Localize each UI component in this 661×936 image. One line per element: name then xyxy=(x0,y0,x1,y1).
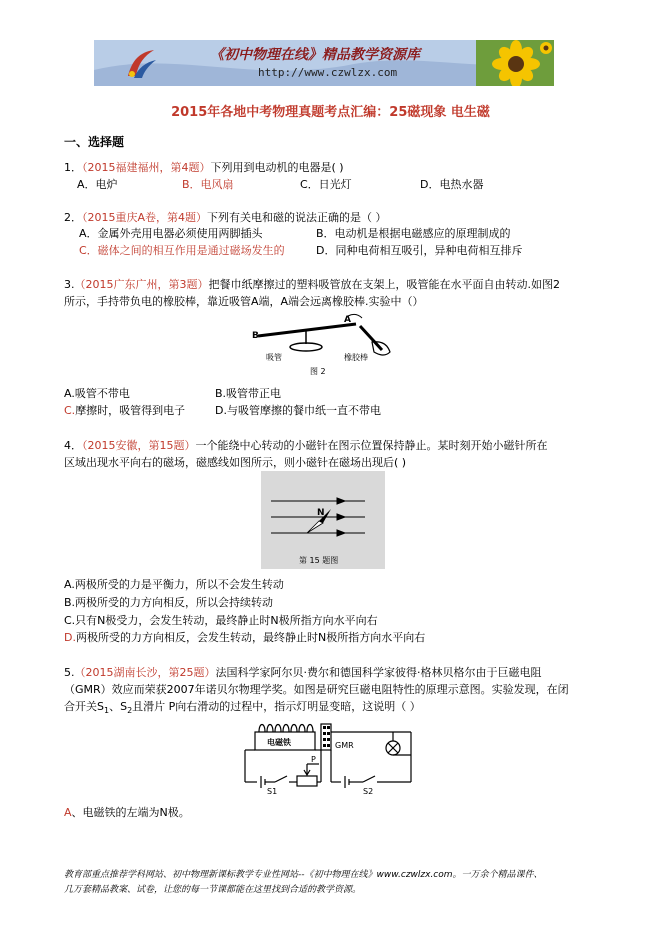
q3-option-c-letter: C. xyxy=(64,404,76,417)
q5-source: （2015湖南长沙，第25题） xyxy=(74,666,216,679)
q4-source: （2015安徽，第15题） xyxy=(82,439,196,452)
q2-option-b: B．电动机是根据电磁感应的原理制成的 xyxy=(316,227,511,240)
q5-option-a-letter: A xyxy=(64,806,72,819)
footer-line-2: 几万套精品教案、试卷，让您的每一节课都能在这里找到合适的教学资源。 xyxy=(64,885,362,895)
q1-text: 下列用到电动机的电器是( ) xyxy=(210,161,344,174)
banner-title: 《初中物理在线》精品教学资源库 xyxy=(210,47,420,63)
q3-text-1: 把餐巾纸摩擦过的塑料吸管放在支架上，吸管能在水平面自由转动.如图2 xyxy=(208,278,560,291)
q5-fig-label-s2: S2 xyxy=(363,787,374,794)
q3-option-a: A.吸管不带电 xyxy=(64,387,130,400)
q5-fig-label-gmr: GMR xyxy=(335,741,354,750)
q3-stem-line2: 所示，手持带负电的橡胶棒，靠近吸管A端，A端会远离橡胶棒.实验中（） xyxy=(64,295,424,308)
q1-option-d: D．电热水器 xyxy=(420,178,484,191)
q3-option-c xyxy=(64,402,185,418)
page-title: 2015年各地中考物理真题考点汇编：25磁现象 电生磁 xyxy=(171,105,490,120)
q5-fig-label-p: P xyxy=(311,755,316,764)
q4-stem-line1 xyxy=(64,437,548,453)
q2-source: （2015重庆A卷，第4题） xyxy=(82,211,208,224)
banner-url: http://www.czwlzx.com xyxy=(258,66,398,79)
q1-stem xyxy=(64,159,344,175)
q4-option-b: B.两极所受的力方向相反，所以会持续转动 xyxy=(64,596,274,609)
q5-text-1: 法国科学家阿尔贝·费尔和德国科学家彼得·格林贝格尔由于巨磁电阻 xyxy=(215,666,542,679)
q4-fig-caption: 第 15 题图 xyxy=(299,556,339,565)
q5-option-a-text: 、电磁铁的左端为N极。 xyxy=(71,806,190,819)
q5-text-3c: 且滑片 P向右滑动的过程中，指示灯明显变暗，这说明（ ） xyxy=(132,700,421,713)
q3-source: （2015广东广州，第3题） xyxy=(74,278,209,291)
q2-option-d: D．同种电荷相互吸引，异种电荷相互排斥 xyxy=(316,244,523,257)
q4-fig-label-n: N xyxy=(317,508,325,518)
q4-option-d-text: 两极所受的力方向相反，会发生转动，最终静止时N极所指方向水平向右 xyxy=(75,631,426,644)
q5-sub-1: 1 xyxy=(103,706,110,716)
q3-number: 3. xyxy=(64,278,75,291)
q1-source: （2015福建福州，第4题） xyxy=(82,161,211,174)
q1-number: 1． xyxy=(64,161,82,174)
q5-sub-2: 2 xyxy=(127,706,133,716)
q1-option-b: B．电风扇 xyxy=(182,178,234,191)
q4-number: 4． xyxy=(64,439,82,452)
q1-option-a: A．电炉 xyxy=(77,178,118,191)
q1-option-c: C．日光灯 xyxy=(300,178,352,191)
page-footer xyxy=(64,868,543,898)
q4-stem-line2: 区域出现水平向右的磁场，磁感线如图所示，则小磁针在磁场出现后( ) xyxy=(64,456,407,469)
q2-text: 下列有关电和磁的说法正确的是（ ） xyxy=(207,211,387,224)
q5-fig-label-s1: S1 xyxy=(267,787,278,794)
q3-fig-label-straw: 吸管 xyxy=(266,353,282,362)
q5-number: 5. xyxy=(64,666,75,679)
q3-fig-label-a: A xyxy=(344,315,351,325)
q4-option-c: C.只有N极受力，会发生转动，最终静止时N极所指方向水平向右 xyxy=(64,614,378,627)
q3-option-c-text: 摩擦时，吸管得到电子 xyxy=(75,404,186,417)
q3-option-d: D.与吸管摩擦的餐巾纸一直不带电 xyxy=(215,404,381,417)
q5-option-a xyxy=(64,804,190,820)
q5-figure-gmr-circuit xyxy=(241,718,417,794)
q2-stem xyxy=(64,209,387,225)
sunflower-icon xyxy=(476,40,554,86)
site-logo-icon xyxy=(124,46,158,80)
q3-fig-label-rod: 橡胶棒 xyxy=(344,353,368,362)
q5-stem-line2: （GMR）效应而荣获2007年诺贝尔物理学奖。如图是研究巨磁电阻特性的原理示意图。实验发现，在闭 xyxy=(64,683,569,696)
q3-fig-label-b: B xyxy=(252,331,259,341)
q5-stem-line1 xyxy=(64,664,542,680)
q2-option-a: A．金属外壳用电器必须使用两脚插头 xyxy=(79,227,263,240)
q5-text-3b: 、S xyxy=(109,700,128,713)
q5-stem-line3 xyxy=(64,698,421,715)
q3-fig-caption: 图 2 xyxy=(310,367,326,376)
q2-number: 2． xyxy=(64,211,82,224)
q2-option-c: C．磁体之间的相互作用是通过磁场发生的 xyxy=(79,244,285,257)
footer-line-1: 教育部重点推荐学科网站、初中物理新课标教学专业性网站--《初中物理在线》www.czwlzx.com。一万余个精品课件、 xyxy=(64,870,543,880)
q4-option-d xyxy=(64,629,425,645)
q4-text-1: 一个能绕中心转动的小磁针在图示位置保持静止。某时刻开始小磁针所在 xyxy=(195,439,548,452)
section-heading: 一、选择题 xyxy=(64,135,125,149)
q3-figure-straw-rod xyxy=(244,312,394,378)
q5-fig-label-electromagnet: 电磁铁 xyxy=(267,738,291,747)
header-banner xyxy=(94,40,554,86)
q3-stem-line1 xyxy=(64,276,560,292)
q3-option-b: B.吸管带正电 xyxy=(215,387,282,400)
q4-figure-compass xyxy=(261,471,385,569)
q4-option-d-letter: D. xyxy=(64,631,76,644)
q5-text-3a: 合开关S xyxy=(64,700,104,713)
q4-option-a: A.两极所受的力是平衡力，所以不会发生转动 xyxy=(64,578,284,591)
